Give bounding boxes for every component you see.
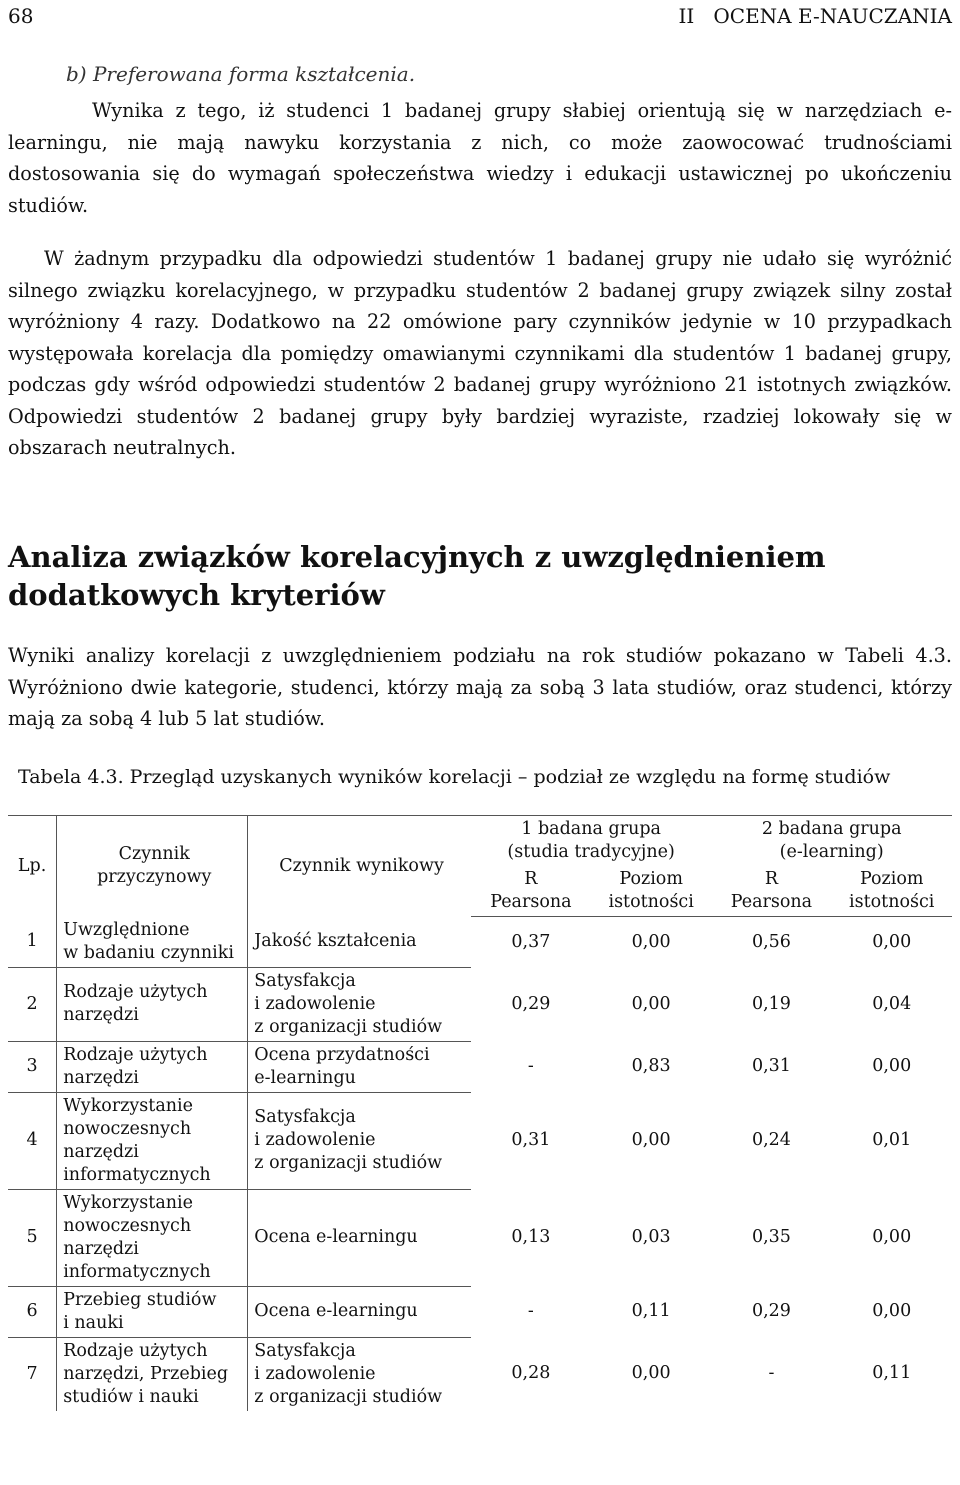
cell-p1: 0,00 — [631, 1363, 671, 1384]
table-row — [8, 1092, 952, 1189]
header-r-pearsona-2: R Pearsona — [711, 866, 831, 917]
header-r-pearsona-1: R Pearsona — [471, 866, 591, 917]
paragraph-1-text: Wynika z tego, iż studenci 1 badanej grupy słabiej orientują się w narzędziach e-learningu, nie mają nawyku korzystania z nich, co może zaowocować trudnościami dostosowania się do wymagań społeczeństwa wiedzy i edukacji ustawicznej po ukończeniu studiów. — [8, 99, 952, 217]
page-header — [8, 4, 952, 28]
cell-przyczynowy: Wykorzystanie nowoczesnych narzędzi informatycznych — [57, 1189, 248, 1286]
cell-r2: 0,31 — [751, 1056, 791, 1076]
cell-przyczynowy: Wykorzystanie nowoczesnych narzędzi informatycznych — [57, 1092, 248, 1189]
cell-p1: 0,03 — [631, 1227, 671, 1247]
header-poziom-istotnosci-1: Poziom istotności — [591, 866, 711, 917]
cell-wynikowy: Ocena e-learningu — [248, 1286, 471, 1337]
cell-przyczynowy: Przebieg studiów i nauki — [57, 1286, 248, 1337]
cell-p2: 0,00 — [872, 1056, 912, 1076]
cell-wynikowy: Satysfakcja i zadowolenie z organizacji studiów — [248, 1092, 471, 1189]
table-row — [8, 1041, 952, 1092]
paragraph-3: Wyniki analizy korelacji z uwzględnieniem podziału na rok studiów pokazano w Tabeli 4.3. Wyróżniono dwie kategorie, studenci, którzy mają za sobą 3 lata studiów, oraz studenci, którzy mają za sobą 4 lub 5 lat studiów. — [8, 644, 952, 730]
table-header-row — [8, 816, 952, 867]
cell-p1: 0,00 — [631, 1130, 671, 1150]
table-row — [8, 917, 952, 968]
table-row — [8, 1337, 952, 1411]
correlation-table — [8, 815, 952, 1411]
page-number: 68 — [8, 4, 34, 28]
table-caption: Tabela 4.3. Przegląd uzyskanych wyników korelacji – podział ze względu na formę studiów — [18, 766, 891, 788]
paragraph-2: W żadnym przypadku dla odpowiedzi studentów 1 badanej grupy nie udało się wyróżnić silnego związku korelacyjnego, w przypadku studentów 2 badanej grupy związek silny został wyróżniony 4 razy. Dodatkowo na 22 omówione pary czynników jedynie w 10 przypadkach występowała korelacja dla pomiędzy omawianymi czynnikami dla studentów 1 badanej grupy, podczas gdy wśród odpowiedzi studentów 2 badanej grupy wyróżniono 21 istotnych związków. Odpowiedzi studentów 2 badanej grupy były bardziej wyraziste, rzadziej lokowały się w obszarach neutralnych. — [8, 247, 952, 459]
cell-r1: 0,31 — [511, 1130, 551, 1150]
cell-przyczynowy: Rodzaje użytych narzędzi — [57, 1041, 248, 1092]
cell-r1: 0,37 — [511, 931, 551, 952]
cell-p1: 0,00 — [631, 931, 671, 952]
cell-r2: 0,29 — [751, 1301, 791, 1321]
cell-wynikowy: Jakość kształcenia — [248, 917, 471, 968]
table-row — [8, 1286, 952, 1337]
cell-r1: 0,29 — [511, 993, 551, 1014]
running-title: II OCENA E-NAUCZANIA — [678, 4, 952, 28]
cell-wynikowy: Ocena e-learningu — [248, 1189, 471, 1286]
cell-r1: - — [527, 1056, 534, 1076]
cell-p2: 0,00 — [872, 1227, 912, 1247]
subheading: b) Preferowana forma kształcenia. — [66, 62, 416, 86]
cell-p2: 0,00 — [872, 1301, 912, 1321]
cell-r1: 0,28 — [511, 1363, 551, 1384]
cell-lp: 7 — [8, 1337, 57, 1411]
header-poziom-istotnosci-2: Poziom istotności — [831, 866, 952, 917]
cell-r1: 0,13 — [511, 1227, 551, 1247]
cell-p2: 0,00 — [872, 931, 912, 952]
cell-p2: 0,11 — [872, 1363, 912, 1384]
header-group-2: 2 badana grupa (e-learning) — [711, 816, 952, 867]
table-row — [8, 967, 952, 1041]
cell-r2: 0,35 — [751, 1227, 791, 1247]
cell-p1: 0,00 — [631, 993, 671, 1014]
cell-r2: 0,56 — [751, 931, 791, 952]
cell-r2: - — [768, 1363, 775, 1384]
cell-lp: 4 — [8, 1092, 57, 1189]
cell-p1: 0,83 — [631, 1056, 671, 1076]
cell-przyczynowy: Rodzaje użytych narzędzi — [57, 967, 248, 1041]
cell-r2: 0,19 — [751, 993, 791, 1014]
cell-r2: 0,24 — [751, 1130, 791, 1150]
cell-p2: 0,04 — [872, 993, 912, 1014]
header-group-1: 1 badana grupa (studia tradycyjne) — [471, 816, 712, 867]
header-czynnik-przyczynowy: Czynnik przyczynowy — [57, 816, 248, 917]
cell-przyczynowy: Uwzględnione w badaniu czynniki — [57, 917, 248, 968]
cell-lp: 6 — [8, 1286, 57, 1337]
cell-p2: 0,01 — [872, 1130, 912, 1150]
cell-r1: - — [527, 1301, 534, 1321]
cell-p1: 0,11 — [631, 1301, 671, 1321]
cell-wynikowy: Satysfakcja i zadowolenie z organizacji studiów — [254, 1340, 443, 1407]
header-lp: Lp. — [8, 816, 57, 917]
table-row — [8, 1189, 952, 1286]
paragraph-1 — [8, 95, 952, 221]
cell-przyczynowy: Rodzaje użytych narzędzi, Przebieg studiów i nauki — [57, 1337, 248, 1411]
cell-lp: 1 — [8, 917, 57, 968]
cell-wynikowy: Satysfakcja i zadowolenie z organizacji studiów — [248, 967, 471, 1041]
cell-lp: 3 — [8, 1041, 57, 1092]
cell-lp: 2 — [8, 967, 57, 1041]
cell-lp: 5 — [8, 1189, 57, 1286]
header-czynnik-wynikowy: Czynnik wynikowy — [248, 816, 471, 917]
cell-wynikowy: Ocena przydatności e-learningu — [248, 1041, 471, 1092]
section-heading: Analiza związków korelacyjnych z uwzględnieniem dodatkowych kryteriów — [8, 540, 826, 612]
